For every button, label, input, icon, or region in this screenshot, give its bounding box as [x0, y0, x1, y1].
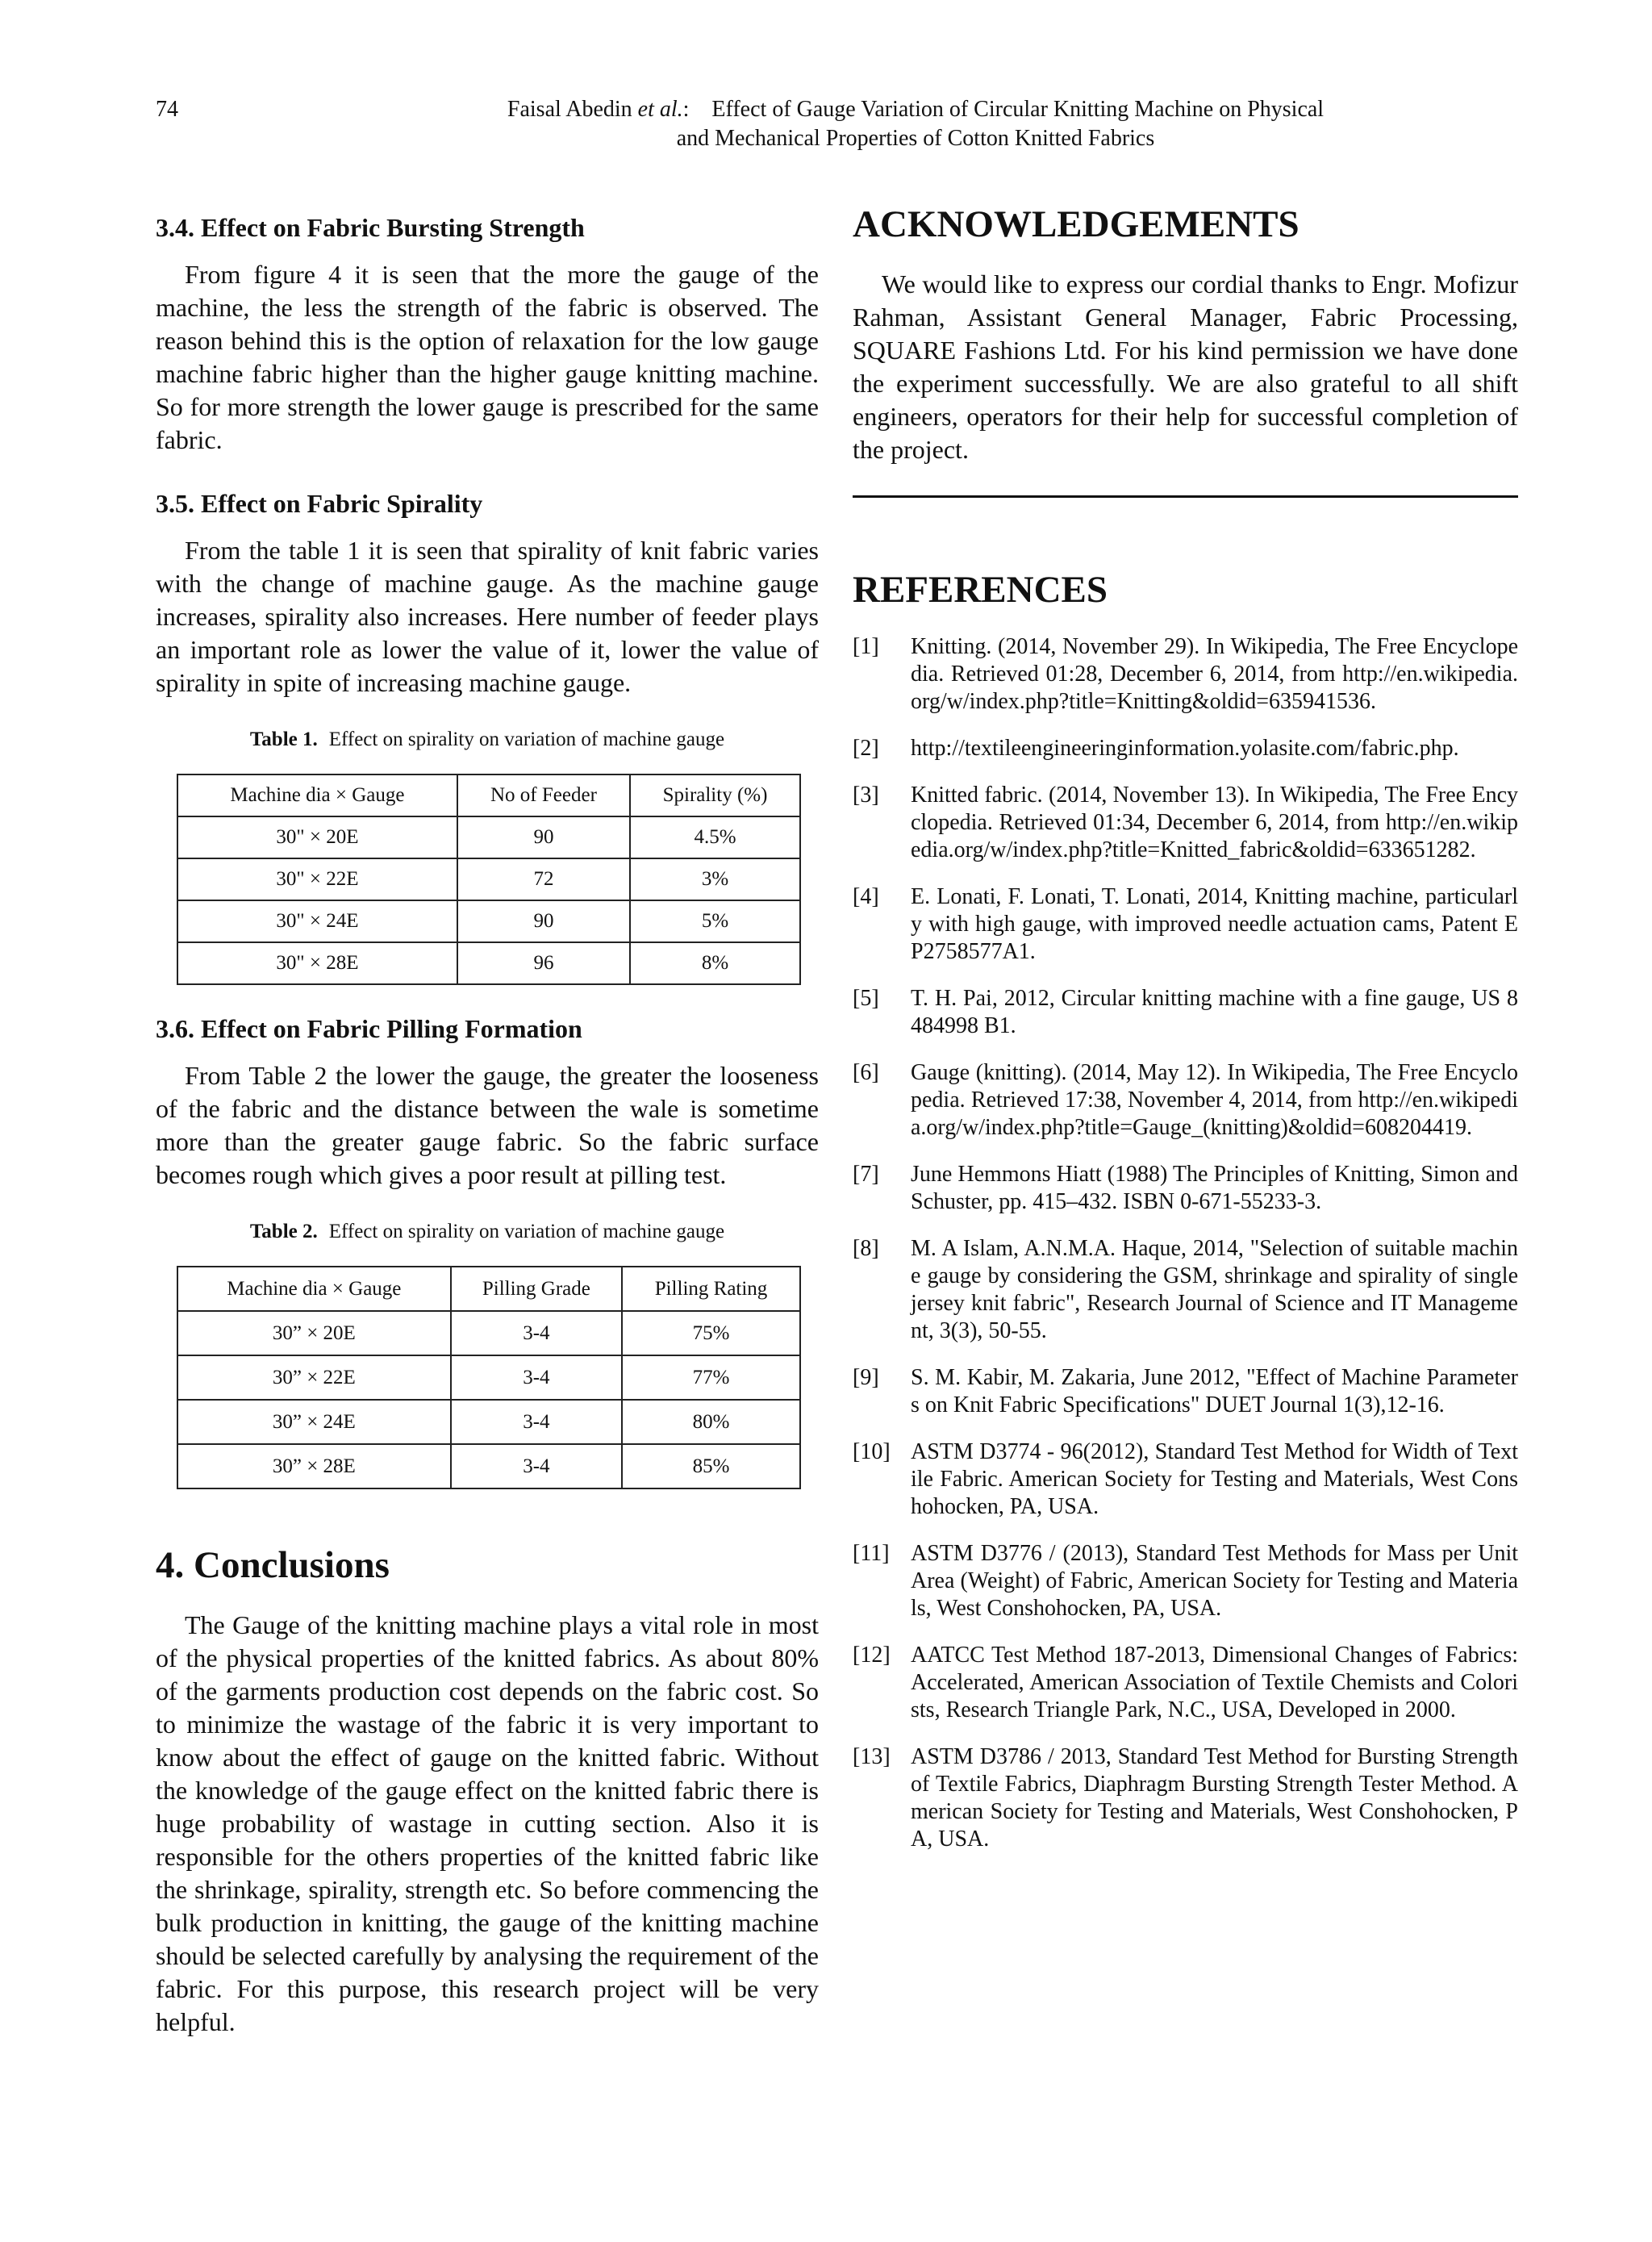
reference-text: ASTM D3774 - 96(2012), Standard Test Method for Width of Textile Fabric. American Society for Testing and Materials, West Conshohocken, PA, USA.: [911, 1439, 1518, 1519]
table-cell: 85%: [622, 1444, 800, 1488]
section-heading-3-4: 3.4. Effect on Fabric Bursting Strength: [156, 213, 585, 242]
reference-text: Knitting. (2014, November 29). In Wikipedia, The Free Encyclopedia. Retrieved 01:28, December 6, 2014, from http://en.wikipedia.org/w/index.php?title=Knitting&oldid=635941536.: [911, 634, 1518, 714]
reference-text: ASTM D3776 / (2013), Standard Test Methods for Mass per Unit Area (Weight) of Fabric, American Society for Testing and Materials, West Conshohocken, PA, USA.: [911, 1541, 1518, 1621]
table-header-cell: Machine dia × Gauge: [177, 1267, 451, 1311]
reference-text: T. H. Pai, 2012, Circular knitting machine with a fine gauge, US 8484998 B1.: [911, 986, 1518, 1038]
table-1-label: Table 1.: [249, 729, 318, 750]
table-row: [177, 1444, 800, 1488]
reference-item: [853, 1438, 1518, 1521]
reference-text: S. M. Kabir, M. Zakaria, June 2012, "Effect of Machine Parameters on Knit Fabric Specifications" DUET Journal 1(3),12-16.: [911, 1365, 1518, 1417]
reference-number: [7]: [853, 1162, 879, 1187]
reference-text: http://textileengineeringinformation.yolasite.com/fabric.php.: [911, 736, 1459, 761]
reference-number: [5]: [853, 986, 879, 1011]
table-cell: 80%: [622, 1400, 800, 1444]
table-cell: 3-4: [451, 1355, 622, 1400]
table-cell: 3-4: [451, 1400, 622, 1444]
table-cell: 96: [457, 942, 630, 984]
table-header-cell: No of Feeder: [457, 774, 630, 816]
table-2: [177, 1266, 801, 1489]
table-cell: 30” × 20E: [177, 1311, 451, 1355]
table-cell: 90: [457, 816, 630, 858]
reference-number: [1]: [853, 634, 879, 659]
running-title-line-1: [452, 95, 1379, 124]
references-heading: REFERENCES: [853, 569, 1108, 611]
table-row: [177, 1400, 800, 1444]
reference-item: [853, 1540, 1518, 1622]
table-cell: 3%: [630, 858, 800, 900]
section-text-3-6: From Table 2 the lower the gauge, the greater the looseness of the fabric and the distance between the wale is sometime more than the greater gauge fabric. So the fabric surface becomes rough which gives a poor result at pilling test.: [156, 1061, 819, 1189]
table-1: [177, 774, 801, 985]
reference-item: [853, 1743, 1518, 1853]
running-title-author: Faisal Abedin: [507, 97, 638, 122]
table-cell: 30" × 24E: [177, 900, 457, 942]
section-text-3-5: From the table 1 it is seen that spirality of knit fabric varies with the change of machine gauge. As the machine gauge increases, spirality also increases. Here number of feeder plays an important role as lower the value of it, lower the value of spirality in spite of increasing machine gauge.: [156, 536, 819, 697]
reference-number: [8]: [853, 1236, 879, 1261]
reference-number: [2]: [853, 736, 879, 761]
table-2-label: Table 2.: [249, 1221, 318, 1242]
reference-item: [853, 1642, 1518, 1724]
reference-text: Knitted fabric. (2014, November 13). In Wikipedia, The Free Encyclopedia. Retrieved 01:34, December 6, 2014, from http://en.wikipedia.org/w/index.php?title=Knitted_fabric&oldid=633651282.: [911, 783, 1518, 862]
table-cell: 3-4: [451, 1444, 622, 1488]
reference-text: Gauge (knitting). (2014, May 12). In Wikipedia, The Free Encyclopedia. Retrieved 17:38, November 4, 2014, from http://en.wikipedia.org/w/index.php?title=Gauge_(knitting)&oldid=608204419.: [911, 1060, 1518, 1140]
reference-item: [853, 1364, 1518, 1419]
table-header-cell: Machine dia × Gauge: [177, 774, 457, 816]
reference-item: [853, 883, 1518, 966]
reference-number: [9]: [853, 1365, 879, 1390]
table-cell: 8%: [630, 942, 800, 984]
reference-number: [13]: [853, 1744, 891, 1769]
running-title-etal: et al.: [637, 97, 683, 122]
table-row: [177, 900, 800, 942]
table-cell: 30" × 22E: [177, 858, 457, 900]
reference-number: [4]: [853, 884, 879, 909]
table-header-cell: Pilling Grade: [451, 1267, 622, 1311]
section-text-3-4: From figure 4 it is seen that the more the gauge of the machine, the less the strength of the fabric is observed. The reason behind this is the option of relaxation for the low gauge machine fabric higher than the higher gauge knitting machine. So for more strength the lower gauge is prescribed for the same fabric.: [156, 260, 819, 454]
table-cell: 30" × 28E: [177, 942, 457, 984]
running-title: [452, 95, 1379, 153]
table-header-cell: Pilling Rating: [622, 1267, 800, 1311]
reference-number: [12]: [853, 1643, 891, 1668]
running-title-title: : Effect of Gauge Variation of Circular Knitting Machine on Physical: [682, 97, 1325, 122]
acknowledgements-heading: ACKNOWLEDGEMENTS: [853, 203, 1299, 245]
table-row: [177, 1355, 800, 1400]
conclusions-text: The Gauge of the knitting machine plays a vital role in most of the physical properties of the knitted fabrics. As about 80% of the garments production cost depends on the fabric cost. So to minimize the wastage of the fabric it is very important to know about the effect of gauge on the knitted fabric. Without the knowledge of the gauge effect on the knitted fabric there is huge probability of wastage in cutting section. Also it is responsible for the others properties of the knitted fabric like the shrinkage, spirality, strength etc. So before commencing the bulk production in knitting, the gauge of the knitting machine should be selected carefully by analysing the requirement of the fabric. For this purpose, this research project will be very helpful.: [156, 1610, 819, 2036]
reference-number: [10]: [853, 1439, 891, 1464]
table-cell: 90: [457, 900, 630, 942]
table-cell: 77%: [622, 1355, 800, 1400]
table-cell: 30" × 20E: [177, 816, 457, 858]
reference-item: [853, 735, 1518, 762]
table-1-caption-text: Effect on spirality on variation of machine gauge: [328, 729, 725, 750]
reference-text: June Hemmons Hiatt (1988) The Principles of Knitting, Simon and Schuster, pp. 415–432. ISBN 0-671-55233-3.: [911, 1162, 1518, 1214]
reference-item: [853, 782, 1518, 864]
reference-item: [853, 633, 1518, 716]
section-heading-3-5: 3.5. Effect on Fabric Spirality: [156, 489, 483, 518]
table-cell: 72: [457, 858, 630, 900]
section-divider: [853, 495, 1518, 498]
table-2-caption-text: Effect on spirality on variation of machine gauge: [328, 1221, 725, 1242]
reference-number: [3]: [853, 783, 879, 808]
table-cell: 30” × 24E: [177, 1400, 451, 1444]
table-cell: 3-4: [451, 1311, 622, 1355]
reference-text: E. Lonati, F. Lonati, T. Lonati, 2014, Knitting machine, particularly with high gauge, with improved needle actuation cams, Patent EP2758577A1.: [911, 884, 1518, 964]
reference-text: AATCC Test Method 187-2013, Dimensional Changes of Fabrics: Accelerated, American Association of Textile Chemists and Colorists, Research Triangle Park, N.C., USA, Developed in 2000.: [911, 1643, 1518, 1722]
table-cell: 75%: [622, 1311, 800, 1355]
table-cell: 5%: [630, 900, 800, 942]
reference-item: [853, 1161, 1518, 1216]
table-row: [177, 1311, 800, 1355]
page-number: 74: [156, 97, 178, 122]
table-header-cell: Spirality (%): [630, 774, 800, 816]
reference-text: ASTM D3786 / 2013, Standard Test Method for Bursting Strength of Textile Fabrics, Diaphragm Bursting Strength Tester Method. American Society for Testing and Materials, West Conshohocken, PA, USA.: [911, 1744, 1518, 1852]
reference-item: [853, 985, 1518, 1040]
right-column: [853, 202, 1518, 1873]
table-row: [177, 942, 800, 984]
reference-item: [853, 1059, 1518, 1142]
table-1-caption: [156, 727, 819, 753]
table-cell: 30” × 22E: [177, 1355, 451, 1400]
acknowledgements-text: We would like to express our cordial thanks to Engr. Mofizur Rahman, Assistant General Manager, Fabric Processing, SQUARE Fashions Ltd. For his kind permission we have done the experiment successfully. We are also grateful to all shift engineers, operators for their help for successful completion of the project.: [853, 269, 1518, 464]
section-heading-3-6: 3.6. Effect on Fabric Pilling Formation: [156, 1014, 582, 1043]
left-column: [156, 211, 819, 2061]
table-2-caption: [156, 1219, 819, 1245]
table-cell: 4.5%: [630, 816, 800, 858]
reference-number: [6]: [853, 1060, 879, 1085]
running-title-line-2: and Mechanical Properties of Cotton Knitted Fabrics: [676, 126, 1155, 151]
table-row: [177, 858, 800, 900]
conclusions-heading: 4. Conclusions: [156, 1544, 390, 1586]
table-2-header-row: [177, 1267, 800, 1311]
reference-item: [853, 1235, 1518, 1345]
table-1-header-row: [177, 774, 800, 816]
reference-number: [11]: [853, 1541, 890, 1566]
table-cell: 30” × 28E: [177, 1444, 451, 1488]
table-row: [177, 816, 800, 858]
reference-text: M. A Islam, A.N.M.A. Haque, 2014, "Selection of suitable machine gauge by considering the GSM, shrinkage and spirality of single jersey knit fabric", Research Journal of Science and IT Management, 3(3), 50-55.: [911, 1236, 1518, 1343]
